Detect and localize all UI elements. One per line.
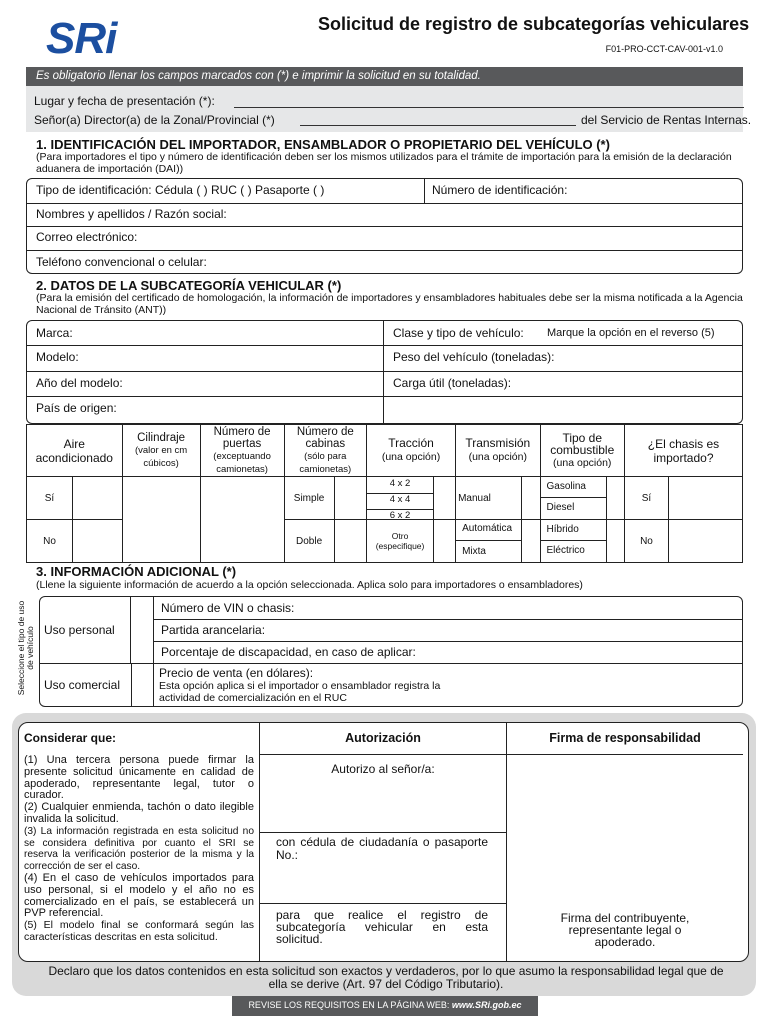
- footer-url[interactable]: www.SRi.gob.ec: [451, 1000, 522, 1010]
- aire-no: No: [27, 520, 73, 563]
- comb-col-2: [540, 520, 606, 563]
- firma-header: Firma de responsabilidad: [549, 731, 701, 745]
- precio-note: Esta opción aplica si el importador o ensamblador registra la actividad de comercialización en el RUC: [159, 680, 441, 704]
- comb-header-sub: (una opción): [553, 457, 612, 469]
- chasis-no-box[interactable]: [668, 520, 742, 563]
- divider: [259, 903, 506, 904]
- divider: [131, 663, 132, 706]
- mandatory-banner: Es obligatorio llenar los campos marcados con (*) e imprimir la solicitud en su totalidad.: [26, 67, 743, 86]
- comb-box-1[interactable]: [606, 477, 624, 520]
- cabinas-header-sub: (sólo para camionetas): [299, 450, 352, 475]
- trans-automatica[interactable]: Automática: [456, 520, 521, 541]
- director-suffix: del Servicio de Rentas Internas.: [581, 113, 752, 127]
- partida-field[interactable]: Partida arancelaria:: [161, 623, 266, 637]
- divider: [154, 663, 742, 664]
- form-code: F01-PRO-CCT-CAV-001-v1.0: [605, 44, 723, 54]
- trans-col: [456, 520, 522, 563]
- comb-hibrido[interactable]: Híbrido: [541, 520, 606, 541]
- aire-si: Sí: [27, 477, 73, 520]
- considerar-title: Considerar que:: [24, 731, 117, 745]
- director-field[interactable]: [300, 125, 576, 126]
- place-date-label: Lugar y fecha de presentación (*):: [34, 94, 215, 108]
- trans-manual-box[interactable]: [522, 477, 540, 520]
- considerar-notes: [24, 755, 254, 944]
- uso-comercial[interactable]: Uso comercial: [44, 678, 121, 692]
- precio-field[interactable]: Precio de venta (en dólares):: [159, 666, 314, 680]
- note-5: (5) El modelo final se conformará según las características descritas en esta solicitud.: [24, 919, 254, 943]
- chasis-header: ¿El chasis es importado?: [624, 425, 742, 477]
- puertas-header-sub: (exceptuando camionetas): [213, 450, 271, 475]
- side-label-wrap: [13, 600, 39, 700]
- cabina-doble-box[interactable]: [334, 520, 366, 563]
- uso-personal[interactable]: Uso personal: [44, 623, 115, 637]
- pais-field[interactable]: País de origen:: [36, 401, 117, 415]
- divider: [27, 345, 742, 346]
- trans-manual: Manual: [456, 477, 522, 520]
- autorizo-label: Autorizo al señor/a:: [331, 762, 435, 776]
- aire-header: Aire acondicionado: [27, 425, 123, 477]
- section3-note: (Llene la siguiente información de acuerdo a la opción seleccionada. Aplica solo para importadores o ensambladores): [36, 579, 583, 591]
- traccion-header: [367, 425, 456, 477]
- comb-header: [540, 425, 624, 477]
- comb-diesel[interactable]: Diesel: [546, 502, 575, 513]
- cabina-doble: Doble: [284, 520, 334, 563]
- names-field[interactable]: Nombres y apellidos / Razón social:: [36, 207, 227, 221]
- aire-no-box[interactable]: [73, 520, 123, 563]
- divider: [154, 619, 742, 620]
- cil-field[interactable]: [122, 477, 200, 563]
- vin-field[interactable]: Número de VIN o chasis:: [161, 601, 295, 615]
- cil-header: [122, 425, 200, 477]
- traccion-header-sub: (una opción): [381, 451, 441, 463]
- divider: [259, 754, 743, 755]
- cabinas-header: [284, 425, 366, 477]
- cabina-simple: Simple: [284, 477, 334, 520]
- chasis-si-box[interactable]: [668, 477, 742, 520]
- sri-logo: SRi: [46, 14, 117, 63]
- cabinas-header-title: Número de cabinas: [296, 425, 354, 450]
- declaration: Declaro que los datos contenidos en esta solicitud son exactos y verdaderos, por lo que asumo la responsabilidad legal que de ella se derive (Art. 97 del Código Tributario).: [48, 964, 724, 991]
- puertas-header-title: Número de puertas: [213, 425, 271, 450]
- trans-header: [456, 425, 540, 477]
- realice-label: para que realice el registro de subcategoría vehicular en esta solicitud.: [276, 908, 488, 946]
- side-label: Seleccione el tipo de uso de vehículo: [16, 600, 35, 696]
- comb-gasolina[interactable]: Gasolina: [541, 477, 606, 498]
- phone-field[interactable]: Teléfono convencional o celular:: [36, 255, 207, 269]
- divider: [27, 226, 742, 227]
- footer-banner[interactable]: [232, 996, 538, 1016]
- divider: [27, 371, 742, 372]
- trans-header-title: Transmisión: [465, 436, 531, 450]
- note-3: (3) La información registrada en esta solicitud no se considera definitiva por cuanto el SRI se reserva la verificación posterior de la misma y la corrección de ser el caso.: [24, 825, 254, 873]
- puertas-field[interactable]: [200, 477, 284, 563]
- traccion-4x4[interactable]: 4 x 4: [367, 494, 433, 510]
- divider: [40, 663, 154, 664]
- traccion-4x2[interactable]: 4 x 2: [367, 478, 433, 494]
- director-label: Señor(a) Director(a) de la Zonal/Provincial (*): [34, 113, 275, 127]
- divider: [506, 723, 507, 961]
- comb-box-2[interactable]: [606, 520, 624, 563]
- firma-contribuyente: Firma del contribuyente, representante legal o apoderado.: [560, 911, 690, 949]
- section3-title: 3. INFORMACIÓN ADICIONAL (*): [36, 564, 237, 579]
- discapacidad-field[interactable]: Porcentaje de discapacidad, en caso de aplicar:: [161, 645, 416, 659]
- cedula-label: con cédula de ciudadanía o pasaporte No.:: [276, 835, 488, 862]
- id-type-label[interactable]: Tipo de identificación: Cédula ( ) RUC ( ) Pasaporte ( ): [36, 183, 325, 197]
- chasis-si: Sí: [624, 477, 668, 520]
- trans-mixta[interactable]: Mixta: [462, 546, 486, 557]
- traccion-header-title: Tracción: [388, 436, 434, 450]
- traccion-6x2[interactable]: 6 x 2: [389, 509, 411, 521]
- cil-header-title: Cilindraje: [137, 431, 186, 444]
- note-2: (2) Cualquier enmienda, tachón o dato ilegible invalida la solicitud.: [24, 801, 254, 825]
- trans-box-2[interactable]: [522, 520, 540, 563]
- comb-electrico[interactable]: Eléctrico: [546, 545, 585, 556]
- section1-note: (Para importadores el tipo y número de identificación deben ser los mismos utilizados para el trámite de importación para la emisión de la declaración aduanera de importación (DAI)): [36, 151, 732, 175]
- divider: [27, 250, 742, 251]
- traccion-otro-box[interactable]: [434, 520, 456, 563]
- modelo-field[interactable]: Modelo:: [36, 350, 79, 364]
- divider: [153, 597, 154, 706]
- divider: [259, 723, 260, 961]
- comb-col: [540, 477, 606, 520]
- trans-header-sub: (una opción): [468, 451, 527, 463]
- clase-field[interactable]: Clase y tipo de vehículo:: [393, 326, 524, 340]
- section2-title: 2. DATOS DE LA SUBCATEGORÍA VEHICULAR (*): [36, 278, 342, 293]
- email-field[interactable]: Correo electrónico:: [36, 230, 138, 244]
- divider: [130, 597, 131, 663]
- note-4: (4) En el caso de vehículos importados para uso personal, si el modelo y el año no es comercializado en el país, se establecerá un PVP referencial.: [24, 871, 254, 920]
- section2-note: (Para la emisión del certificado de homologación, la información de importadores y ensambladores habituales debe ser la misma notificada a la Agencia Nacional de Tránsito (ANT)): [36, 292, 743, 316]
- vehicle-specs-table: [26, 424, 743, 563]
- autorizacion-header: Autorización: [345, 731, 421, 745]
- divider: [27, 203, 742, 204]
- traccion-otro[interactable]: Otro (especifique): [367, 520, 434, 563]
- id-number-label[interactable]: Número de identificación:: [432, 183, 568, 197]
- traccion-col: [367, 477, 434, 520]
- clase-hint: Marque la opción en el reverso (5): [547, 327, 715, 339]
- anio-field[interactable]: Año del modelo:: [36, 376, 123, 390]
- aire-si-box[interactable]: [73, 477, 123, 520]
- traccion-boxes[interactable]: [434, 477, 456, 520]
- divider: [27, 396, 742, 397]
- comb-header-title: Tipo de combustible: [550, 431, 615, 457]
- page-title: Solicitud de registro de subcategorías vehiculares: [318, 14, 750, 34]
- divider: [383, 321, 384, 423]
- place-date-field[interactable]: [234, 107, 744, 108]
- divider: [424, 179, 425, 203]
- divider: [259, 832, 506, 833]
- divider: [154, 641, 742, 642]
- puertas-header: [200, 425, 284, 477]
- peso-field[interactable]: Peso del vehículo (toneladas):: [393, 350, 555, 364]
- marca-field[interactable]: Marca:: [36, 326, 73, 340]
- section1-title: 1. IDENTIFICACIÓN DEL IMPORTADOR, ENSAMBLADOR O PROPIETARIO DEL VEHÍCULO (*): [36, 137, 610, 152]
- carga-field[interactable]: Carga útil (toneladas):: [393, 376, 512, 390]
- chasis-no: No: [624, 520, 668, 563]
- cil-header-sub: (valor en cm cúbicos): [134, 444, 188, 469]
- footer-text: REVISE LOS REQUISITOS EN LA PÁGINA WEB:: [248, 1000, 450, 1010]
- note-1: (1) Una tercera persona puede firmar la presente solicitud únicamente en calidad de apoderado, representante legal, tutor o curador.: [24, 754, 254, 802]
- cabina-simple-box[interactable]: [334, 477, 366, 520]
